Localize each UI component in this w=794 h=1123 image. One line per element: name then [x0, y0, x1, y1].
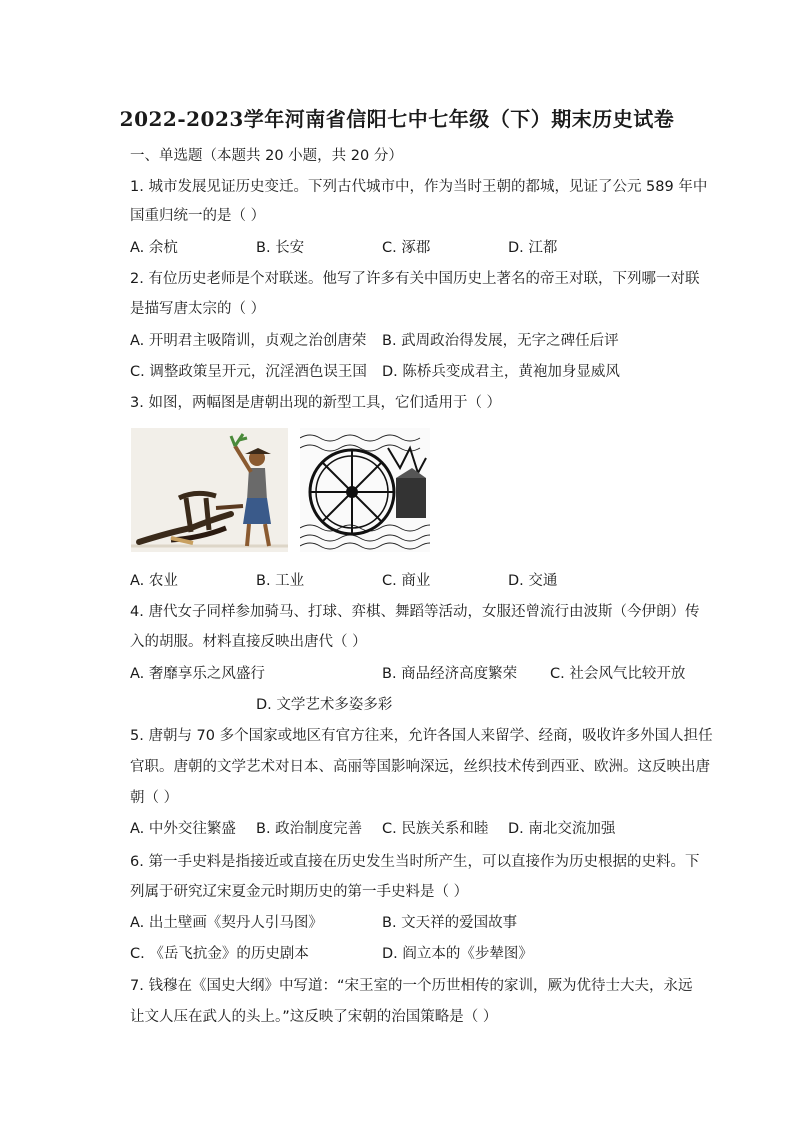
- q4-option-c[interactable]: C. 社会风气比较开放: [550, 666, 686, 682]
- q6-option-c[interactable]: C. 《岳飞抗金》的历史剧本: [130, 946, 309, 962]
- q4-option-a[interactable]: A. 奢靡享乐之风盛行: [130, 666, 265, 682]
- q1-option-c[interactable]: C. 涿郡: [382, 240, 431, 256]
- q3-option-c[interactable]: C. 商业: [382, 573, 431, 589]
- q5-option-d[interactable]: D. 南北交流加强: [508, 821, 616, 837]
- q2-stem-line1: 2. 有位历史老师是个对联迷。他写了许多有关中国历史上著名的帝王对联，下列哪一对联: [130, 271, 700, 287]
- q1-stem-line2: 国重归统一的是（ ）: [130, 208, 266, 224]
- q4-stem-line1: 4. 唐代女子同样参加骑马、打球、弈棋、舞蹈等活动，女服还曾流行由波斯（今伊朗）传: [130, 604, 700, 620]
- q7-stem-line1: 7. 钱穆在《国史大纲》中写道：“宋王室的一个历世相传的家训，厥为优待士大夫，永远: [130, 978, 693, 994]
- q6-stem-line2: 列属于研究辽宋夏金元时期历史的第一手史料是（ ）: [130, 884, 469, 900]
- waterwheel-figure-icon: [300, 428, 430, 552]
- plow-figure-icon: [131, 428, 288, 552]
- q4-stem-line2: 入的胡服。材料直接反映出唐代（ ）: [130, 634, 367, 650]
- q6-option-a[interactable]: A. 出土壁画《契丹人引马图》: [130, 915, 323, 931]
- q1-option-d[interactable]: D. 江都: [508, 240, 558, 256]
- section-heading: 一、单选题（本题共 20 小题，共 20 分）: [130, 148, 403, 164]
- q3-option-d[interactable]: D. 交通: [508, 573, 558, 589]
- q2-stem-line2: 是描写唐太宗的（ ）: [130, 301, 266, 317]
- q4-option-d[interactable]: D. 文学艺术多姿多彩: [256, 697, 393, 713]
- q2-option-d[interactable]: D. 陈桥兵变成君主，黄袍加身显威风: [382, 364, 620, 380]
- q1-option-a[interactable]: A. 余杭: [130, 240, 178, 256]
- q1-stem-line1: 1. 城市发展见证历史变迁。下列古代城市中，作为当时王朝的都城，见证了公元 589 年中: [130, 179, 708, 195]
- q1-option-b[interactable]: B. 长安: [256, 240, 305, 256]
- q5-option-a[interactable]: A. 中外交往繁盛: [130, 821, 236, 837]
- q5-option-b[interactable]: B. 政治制度完善: [256, 821, 363, 837]
- page-title: 2022-2023学年河南省信阳七中七年级（下）期末历史试卷: [119, 107, 675, 131]
- q4-option-b[interactable]: B. 商品经济高度繁荣: [382, 666, 518, 682]
- q3-option-a[interactable]: A. 农业: [130, 573, 178, 589]
- q5-option-c[interactable]: C. 民族关系和睦: [382, 821, 489, 837]
- q6-option-d[interactable]: D. 阎立本的《步辇图》: [382, 946, 533, 962]
- q5-stem-line1: 5. 唐朝与 70 多个国家或地区有官方往来，允许各国人来留学、经商，吸收许多外国人担任: [130, 728, 713, 744]
- q6-option-b[interactable]: B. 文天祥的爱国故事: [382, 915, 518, 931]
- q5-stem-line3: 朝（ ）: [130, 790, 179, 806]
- q6-stem-line1: 6. 第一手史料是指接近或直接在历史发生当时所产生，可以直接作为历史根据的史料。下: [130, 854, 700, 870]
- q5-stem-line2: 官职。唐朝的文学艺术对日本、高丽等国影响深远，丝织技术传到西亚、欧洲。这反映出唐: [130, 759, 710, 775]
- q2-option-a[interactable]: A. 开明君主吸隋训，贞观之治创唐荣: [130, 333, 367, 349]
- q7-stem-line2: 让文人压在武人的头上。”这反映了宋朝的治国策略是（ ）: [130, 1009, 498, 1025]
- q3-stem-line1: 3. 如图，两幅图是唐朝出现的新型工具，它们适用于（ ）: [130, 395, 502, 411]
- q2-option-c[interactable]: C. 调整政策呈开元，沉淫酒色误王国: [130, 364, 367, 380]
- q2-option-b[interactable]: B. 武周政治得发展，无字之碑任后评: [382, 333, 619, 349]
- q3-option-b[interactable]: B. 工业: [256, 573, 305, 589]
